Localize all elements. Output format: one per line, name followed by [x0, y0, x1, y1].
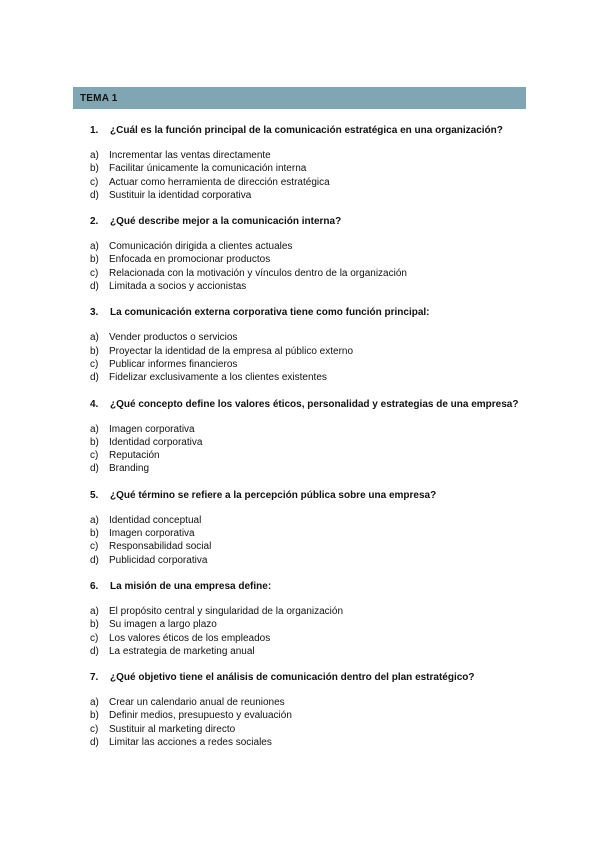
option-item: [90, 605, 530, 618]
option-letter: d): [90, 554, 99, 566]
option-text: Identidad corporativa: [109, 436, 203, 448]
option-letter: c): [90, 632, 99, 644]
question-text: ¿Cuál es la función principal de la comunicación estratégica en una organización?: [110, 125, 503, 136]
option-item: [90, 449, 530, 462]
option-item: [90, 358, 530, 371]
option-list: [90, 696, 530, 749]
question-text: ¿Qué describe mejor a la comunicación interna?: [110, 216, 342, 228]
option-text: Facilitar únicamente la comunicación interna: [109, 163, 307, 175]
question-number: 6.: [90, 580, 99, 592]
question-number: 5.: [90, 489, 99, 501]
option-letter: a): [90, 514, 99, 526]
option-letter: a): [90, 241, 99, 253]
option-item: [90, 709, 530, 722]
option-text: Crear un calendario anual de reuniones: [109, 697, 285, 709]
option-letter: c): [90, 541, 99, 553]
option-text: Sustituir al marketing directo: [109, 723, 236, 735]
option-letter: d): [90, 189, 99, 201]
option-text: El propósito central y singularidad de la organización: [109, 605, 344, 617]
option-text: Branding: [109, 463, 150, 475]
option-letter: b): [90, 163, 99, 175]
option-item: [90, 240, 530, 253]
option-item: [90, 331, 530, 344]
option-item: [90, 540, 530, 553]
option-letter: d): [90, 645, 99, 657]
option-list: [90, 514, 530, 567]
option-item: [90, 149, 530, 162]
option-item: [90, 280, 530, 293]
option-item: [90, 554, 530, 567]
question-text: La comunicación externa corporativa tiene como función principal:: [110, 307, 430, 319]
question-number: 4.: [90, 398, 99, 410]
option-letter: a): [90, 605, 99, 617]
question-number: 3.: [90, 307, 99, 319]
question-title: [90, 580, 530, 593]
option-letter: a): [90, 697, 99, 709]
question-block: [90, 489, 530, 567]
option-letter: d): [90, 281, 99, 293]
option-text: Reputación: [109, 450, 160, 462]
question-title: [90, 671, 530, 684]
question-text: La misión de una empresa define:: [110, 580, 272, 592]
option-item: [90, 423, 530, 436]
question-number: 2.: [90, 216, 99, 228]
option-letter: d): [90, 463, 99, 475]
question-title: [90, 306, 530, 319]
option-text: Relacionada con la motivación y vínculos dentro de la organización: [109, 267, 407, 279]
option-letter: b): [90, 436, 99, 448]
option-letter: b): [90, 345, 99, 357]
option-item: [90, 176, 530, 189]
question-text: ¿Qué concepto define los valores éticos, personalidad y estrategias de una empresa?: [110, 398, 519, 410]
option-letter: c): [90, 723, 99, 735]
option-letter: a): [90, 150, 99, 161]
option-text: Imagen corporativa: [109, 423, 195, 435]
option-list: [90, 149, 530, 202]
option-text: Proyectar la identidad de la empresa al público externo: [109, 345, 354, 357]
option-item: [90, 267, 530, 280]
question-block: [90, 124, 530, 202]
option-text: Los valores éticos de los empleados: [109, 632, 271, 644]
question-text: ¿Qué término se refiere a la percepción pública sobre una empresa?: [110, 489, 437, 501]
option-letter: c): [90, 267, 99, 279]
option-letter: c): [90, 450, 99, 462]
option-text: Su imagen a largo plazo: [109, 619, 217, 631]
option-item: [90, 436, 530, 449]
option-item: [90, 162, 530, 175]
option-list: [90, 240, 530, 293]
question-text: ¿Qué objetivo tiene el análisis de comunicación dentro del plan estratégico?: [110, 672, 475, 684]
option-text: Imagen corporativa: [109, 528, 195, 540]
option-list: [90, 423, 530, 476]
option-text: Responsabilidad social: [109, 541, 212, 553]
section-header: [73, 87, 526, 109]
question-number: 1.: [90, 125, 99, 136]
option-letter: b): [90, 710, 99, 722]
question-block: [90, 215, 530, 293]
option-text: Definir medios, presupuesto y evaluación: [109, 710, 292, 722]
option-item: [90, 189, 530, 202]
question-title: [90, 489, 530, 502]
option-list: [90, 605, 530, 658]
option-letter: a): [90, 332, 99, 344]
section-title: TEMA 1: [80, 92, 118, 104]
option-item: [90, 462, 530, 475]
option-item: [90, 645, 530, 658]
question-block: [90, 306, 530, 384]
option-item: [90, 527, 530, 540]
option-text: Identidad conceptual: [109, 514, 202, 526]
option-letter: d): [90, 372, 99, 384]
option-item: [90, 371, 530, 384]
option-list: [90, 331, 530, 384]
option-letter: c): [90, 176, 99, 188]
option-item: [90, 514, 530, 527]
option-text: Vender productos o servicios: [109, 332, 238, 344]
question-list: [90, 124, 530, 762]
option-letter: d): [90, 737, 99, 749]
option-item: [90, 253, 530, 266]
option-text: Limitada a socios y accionistas: [109, 281, 247, 293]
option-text: Limitar las acciones a redes sociales: [109, 737, 272, 749]
option-letter: c): [90, 358, 99, 370]
option-letter: a): [90, 423, 99, 435]
option-text: Publicidad corporativa: [109, 554, 208, 566]
option-item: [90, 345, 530, 358]
question-block: [90, 671, 530, 749]
option-item: [90, 618, 530, 631]
option-text: Sustituir la identidad corporativa: [109, 189, 252, 201]
option-item: [90, 696, 530, 709]
question-block: [90, 580, 530, 658]
option-text: Fidelizar exclusivamente a los clientes existentes: [109, 372, 327, 384]
option-letter: b): [90, 528, 99, 540]
question-title: [90, 215, 530, 228]
option-text: Actuar como herramienta de dirección estratégica: [109, 176, 330, 188]
question-block: [90, 398, 530, 476]
question-number: 7.: [90, 672, 99, 684]
option-item: [90, 723, 530, 736]
option-item: [90, 632, 530, 645]
option-text: Publicar informes financieros: [109, 358, 238, 370]
option-item: [90, 736, 530, 749]
option-letter: b): [90, 619, 99, 631]
option-text: La estrategia de marketing anual: [109, 645, 255, 657]
question-title: [90, 124, 530, 137]
option-letter: b): [90, 254, 99, 266]
option-text: Comunicación dirigida a clientes actuales: [109, 241, 293, 253]
question-title: [90, 398, 530, 411]
option-text: Enfocada en promocionar productos: [109, 254, 271, 266]
option-text: Incrementar las ventas directamente: [109, 150, 271, 161]
